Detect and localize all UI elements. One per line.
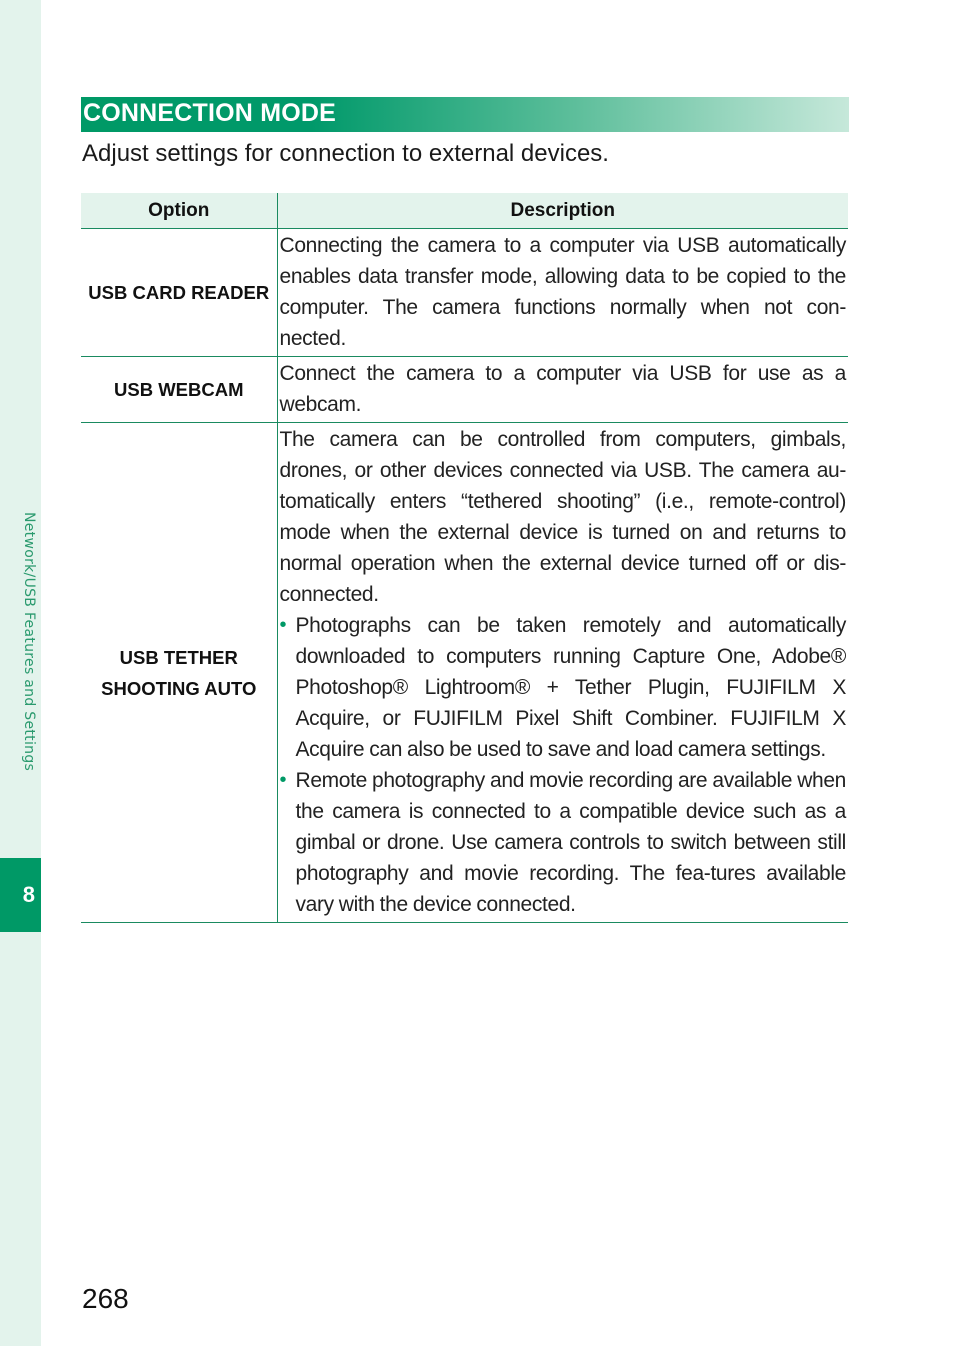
page-number: 268 bbox=[82, 1283, 129, 1314]
table-row bbox=[81, 229, 848, 357]
bullet-text: Photographs can be taken remotely and automatically downloaded to computers running Capture One, Adobe® Photoshop® Lightroom® + Tether Plugin, FUJIFILM X Acquire, or FUJIFILM Pixel Shift Combiner. FUJIFILM X Acquire can also be used to save and load camera settings. bbox=[295, 614, 846, 761]
chapter-section-label: Network/USB Features and Settings bbox=[21, 512, 37, 772]
bullet-icon: • bbox=[279, 769, 287, 791]
chapter-number: 8 bbox=[22, 882, 35, 907]
bullet-icon: • bbox=[279, 614, 287, 636]
option-name: USB WEBCAM bbox=[81, 357, 277, 423]
option-name-line: SHOOTING AUTO bbox=[101, 677, 257, 699]
description-paragraph: The camera can be controlled from computers, gimbals, drones, or other devices connected via USB. The camera au-tomatically enters “tethered shooting” (i.e., remote-control) mode when the external device is turned on and returns to normal operation when the external device turned off or dis-connected. bbox=[279, 428, 846, 606]
column-header-description: Description bbox=[277, 193, 848, 229]
option-name: USB CARD READER bbox=[81, 229, 277, 357]
section-title: CONNECTION MODE bbox=[83, 99, 336, 127]
table-row bbox=[81, 357, 848, 423]
bullet-text: Remote photography and movie recording are available when the camera is connected to a compatible device such as a gimbal or drone. Use camera controls to switch between still photography and movie recording. The fea-tures available vary with the device connected. bbox=[295, 769, 846, 916]
table-header-row bbox=[81, 193, 848, 229]
bullet-item bbox=[280, 610, 847, 765]
column-header-option: Option bbox=[81, 193, 277, 229]
options-table bbox=[81, 193, 848, 923]
intro-text: Adjust settings for connection to external devices. bbox=[82, 140, 609, 167]
chapter-tab bbox=[0, 858, 41, 932]
bullet-item bbox=[280, 765, 847, 920]
section-header bbox=[81, 97, 849, 132]
option-description: Connect the camera to a computer via USB for use as a webcam. bbox=[277, 357, 848, 423]
table-row bbox=[81, 423, 848, 923]
option-name bbox=[81, 423, 277, 923]
option-description: Connecting the camera to a computer via USB automatically enables data transfer mode, allowing data to be copied to the computer. The camera functions normally when not con-nected. bbox=[277, 229, 848, 357]
option-name-line: USB TETHER bbox=[119, 646, 238, 668]
option-description bbox=[277, 423, 848, 923]
